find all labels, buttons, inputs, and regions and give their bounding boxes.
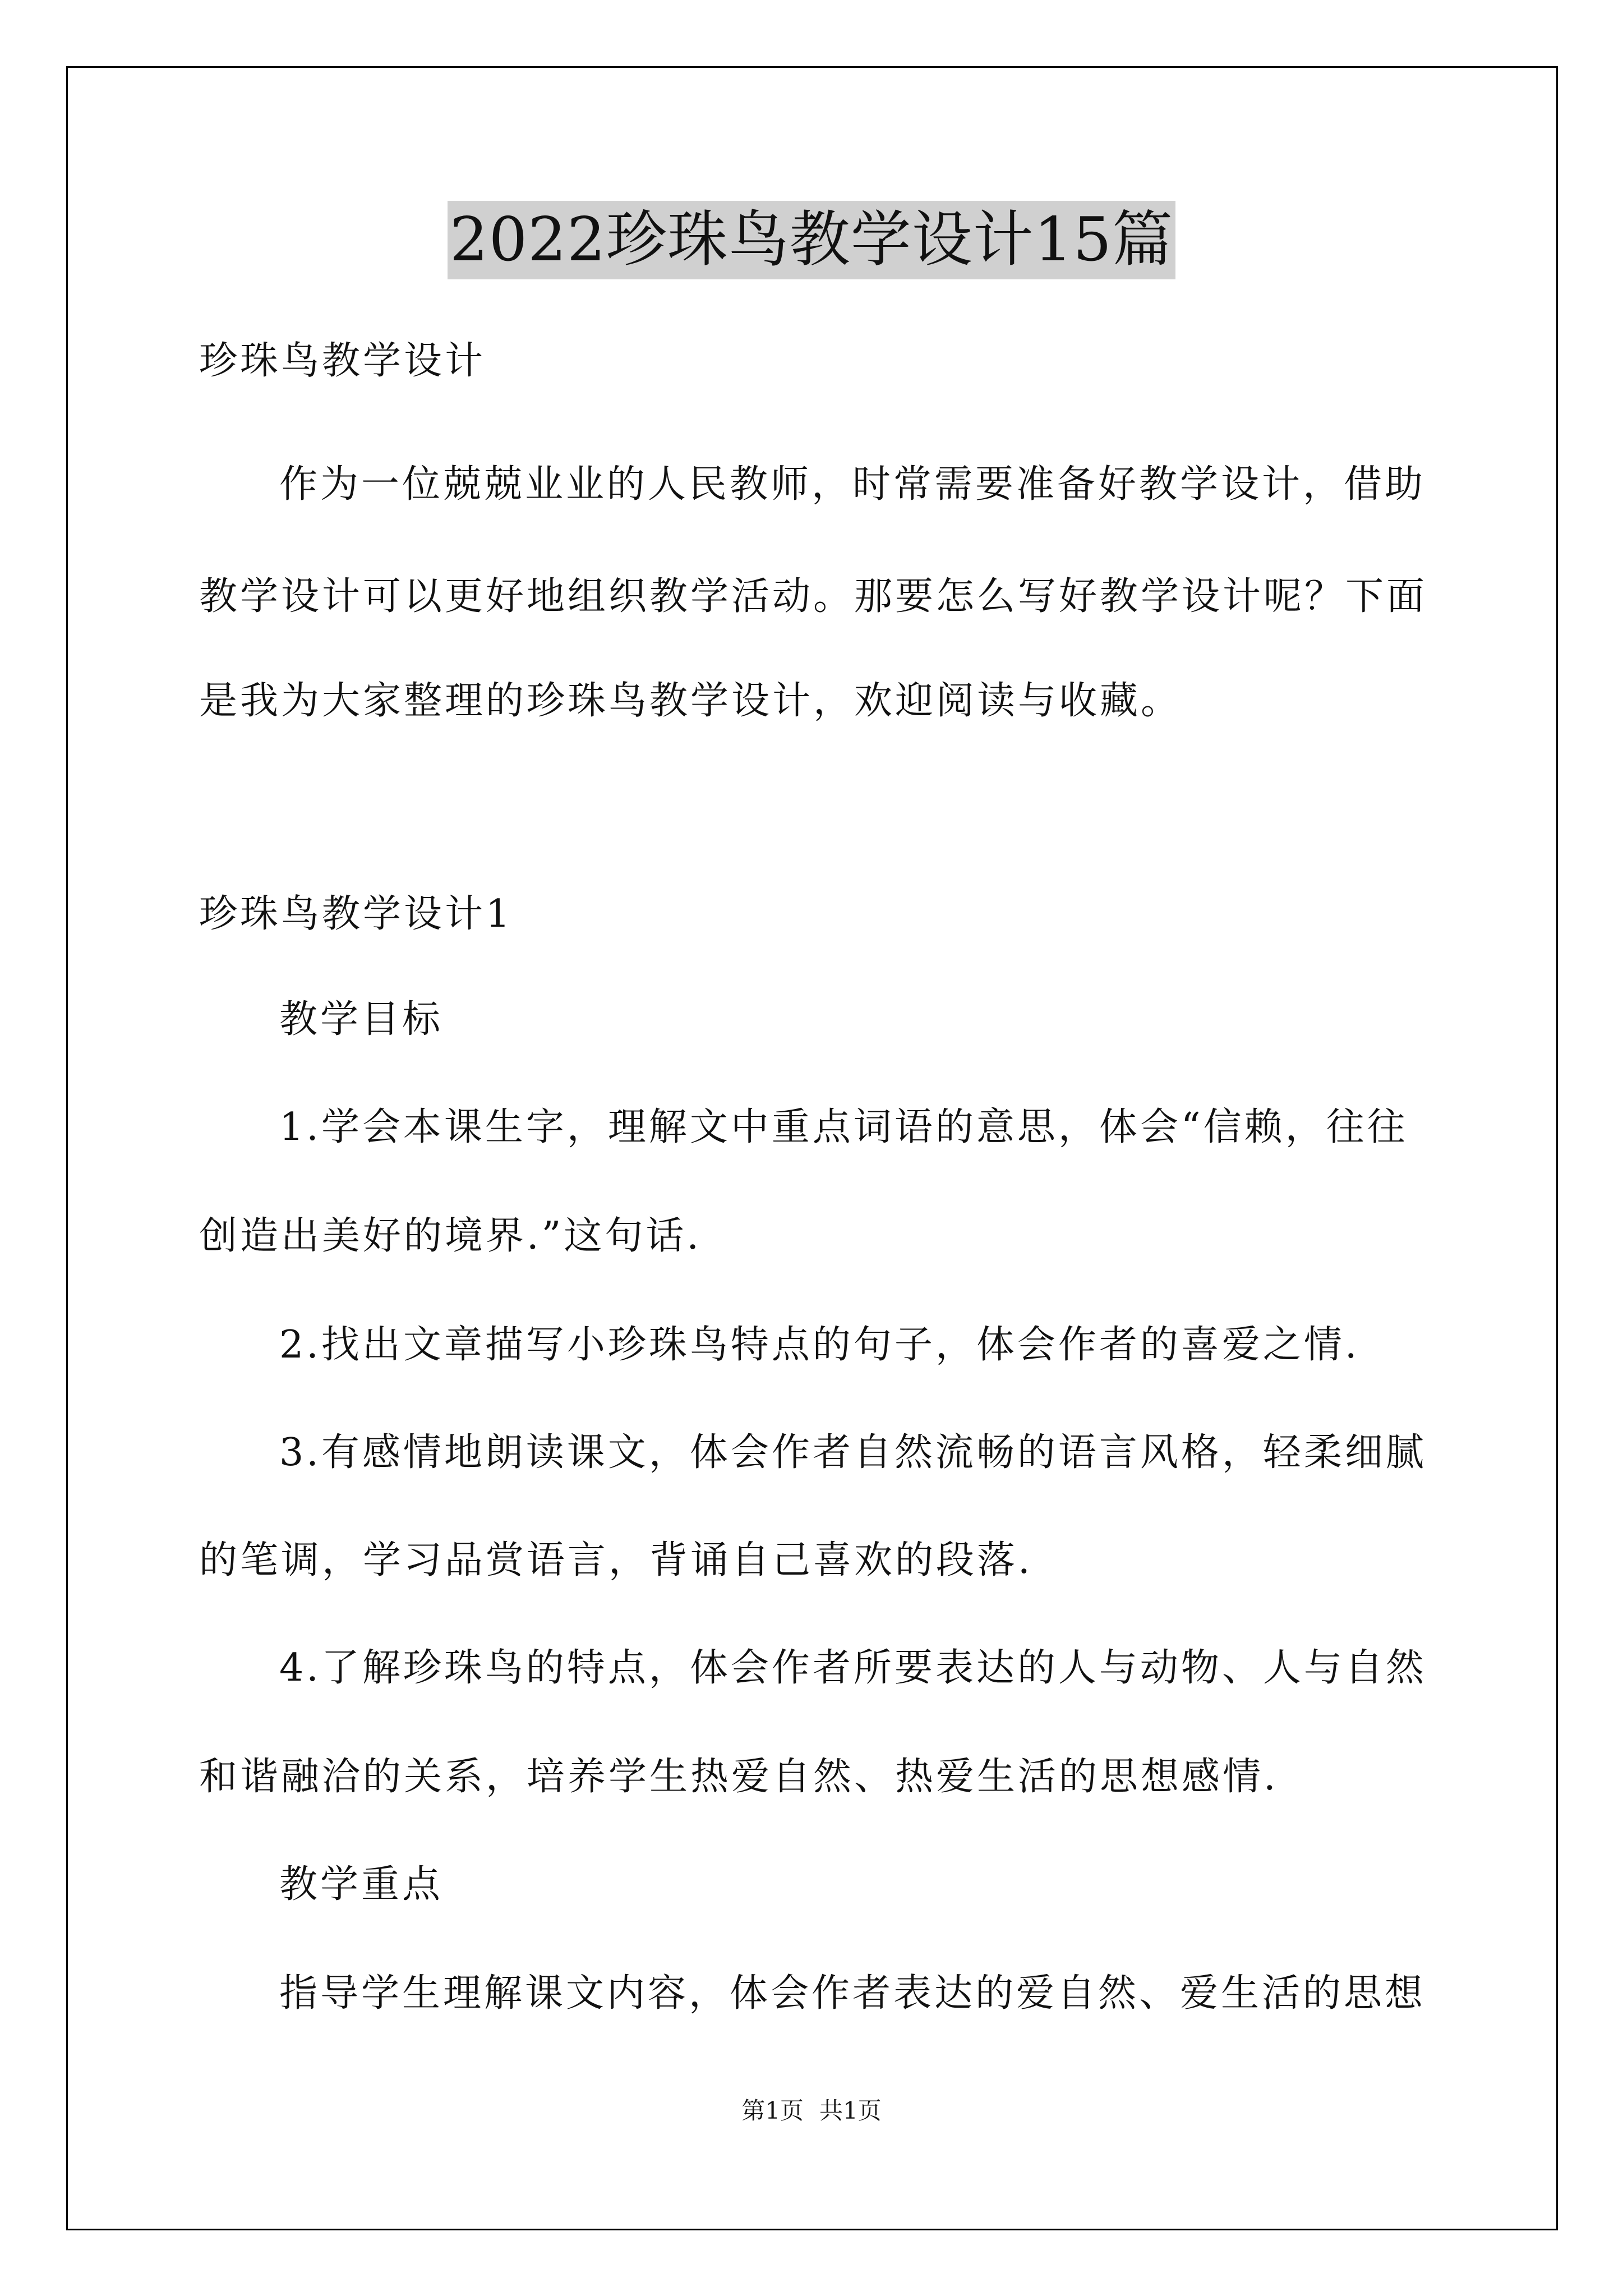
paragraph-line: 作为一位兢兢业业的人民教师，时常需要准备好教学设计，借助 bbox=[279, 462, 1426, 507]
section-heading: 珍珠鸟教学设计 bbox=[199, 339, 486, 383]
page-number: 第1页 bbox=[741, 2097, 804, 2124]
title-container bbox=[0, 201, 1623, 279]
paragraph-line: 2.找出文章描写小珍珠鸟特点的句子，体会作者的喜爱之情. bbox=[279, 1323, 1360, 1367]
paragraph-line: 创造出美好的境界.”这句话. bbox=[199, 1214, 702, 1258]
page-footer bbox=[0, 2092, 1623, 2126]
paragraph-line: 的笔调，学习品赏语言，背诵自己喜欢的段落. bbox=[199, 1538, 1033, 1582]
paragraph-line: 1.学会本课生字，理解文中重点词语的意思，体会“信赖，往往 bbox=[279, 1105, 1408, 1149]
paragraph-line: 3.有感情地朗读课文，体会作者自然流畅的语言风格，轻柔细腻 bbox=[279, 1430, 1427, 1475]
paragraph-line: 指导学生理解课文内容，体会作者表达的爱自然、爱生活的思想 bbox=[279, 1971, 1426, 2016]
subheading: 教学目标 bbox=[279, 997, 444, 1042]
section-heading: 珍珠鸟教学设计1 bbox=[199, 892, 513, 936]
paragraph-line: 4.了解珍珠鸟的特点，体会作者所要表达的人与动物、人与自然 bbox=[279, 1646, 1427, 1690]
paragraph-line: 是我为大家整理的珍珠鸟教学设计，欢迎阅读与收藏。 bbox=[199, 679, 1182, 723]
page-total: 共1页 bbox=[819, 2097, 882, 2124]
document-title: 2022珍珠鸟教学设计15篇 bbox=[448, 201, 1175, 279]
paragraph-line: 教学设计可以更好地组织教学活动。那要怎么写好教学设计呢？下面 bbox=[199, 574, 1428, 619]
paragraph-line: 和谐融洽的关系，培养学生热爱自然、热爱生活的思想感情. bbox=[199, 1755, 1279, 1799]
subheading: 教学重点 bbox=[279, 1862, 444, 1907]
